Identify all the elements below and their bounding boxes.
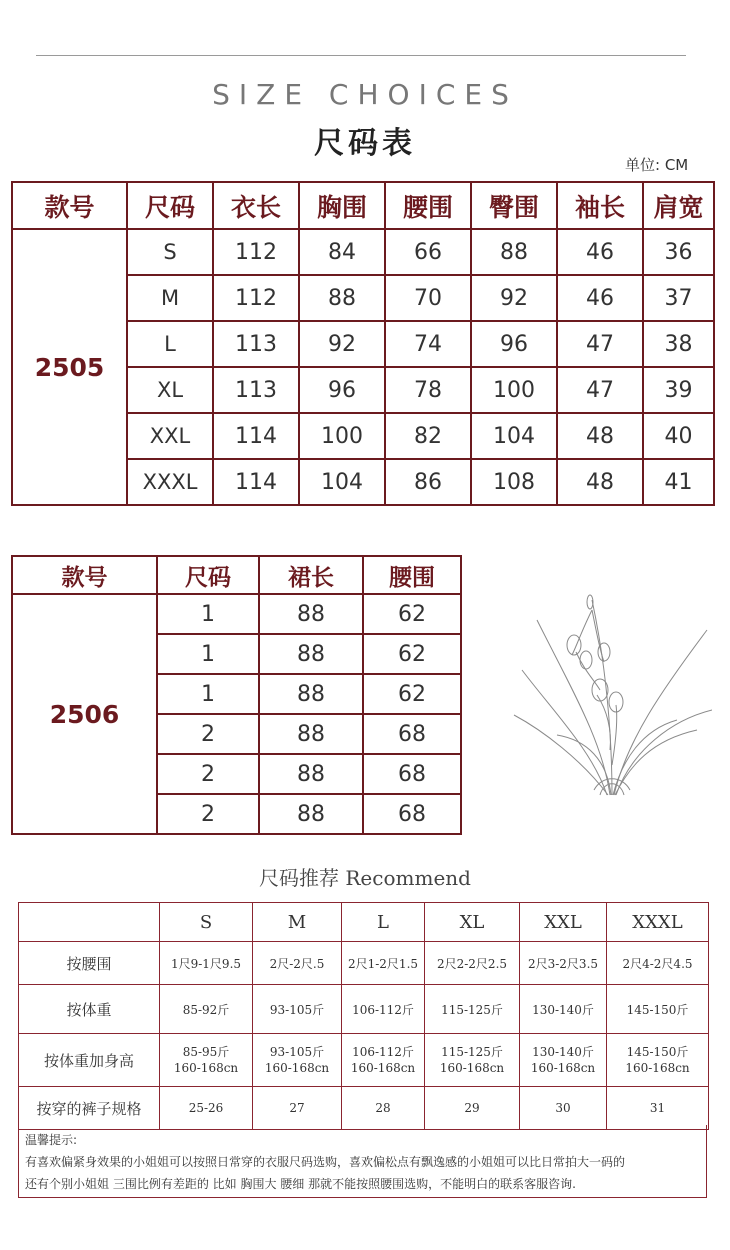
- value-cell: 62: [363, 594, 461, 634]
- unit-label: 单位: CM: [625, 156, 689, 174]
- value-cell: 113: [213, 321, 299, 367]
- value-cell: 28: [342, 1087, 425, 1130]
- value-cell: 96: [471, 321, 557, 367]
- header-cell: M: [253, 903, 342, 942]
- table-row: [12, 594, 461, 634]
- value-cell: 88: [259, 714, 363, 754]
- value-cell: 66: [385, 229, 471, 275]
- value-cell: 92: [471, 275, 557, 321]
- row-label: 按穿的裤子规格: [19, 1087, 160, 1130]
- header-cell: 臀围: [471, 182, 557, 229]
- row-label: 按体重加身高: [19, 1034, 160, 1087]
- value-cell: 88: [259, 634, 363, 674]
- value-cell: 100: [471, 367, 557, 413]
- row-label: 按体重: [19, 985, 160, 1034]
- value-cell: 30: [520, 1087, 607, 1130]
- height-text: 160-168cn: [264, 1061, 330, 1075]
- value-cell: 2尺4-2尺4.5: [607, 942, 709, 985]
- height-text: 160-168cn: [350, 1061, 416, 1075]
- value-cell: 31: [607, 1087, 709, 1130]
- size-cell: 1: [157, 594, 259, 634]
- value-cell: 68: [363, 754, 461, 794]
- value-cell: 108: [471, 459, 557, 505]
- value-cell: 130-140斤: [520, 985, 607, 1034]
- value-cell: 88: [259, 674, 363, 714]
- value-cell: 2尺3-2尺3.5: [520, 942, 607, 985]
- table-row: [19, 1034, 709, 1087]
- table-row: [19, 985, 709, 1034]
- value-cell: 88: [471, 229, 557, 275]
- tips-line: 有喜欢偏紧身效果的小姐姐可以按照日常穿的衣服尺码选购，喜欢偏松点有飘逸感的小姐姐可以比日常拍大一码的: [25, 1155, 626, 1169]
- height-text: 160-168cn: [530, 1061, 596, 1075]
- size-chart-title: 尺码表: [314, 126, 416, 161]
- value-cell: 93-105斤: [253, 985, 342, 1034]
- header-cell: S: [160, 903, 253, 942]
- height-text: 160-168cn: [439, 1061, 505, 1075]
- table-row: [19, 942, 709, 985]
- value-cell: 39: [643, 367, 714, 413]
- value-cell: 104: [471, 413, 557, 459]
- value-cell: 92: [299, 321, 385, 367]
- value-cell: 78: [385, 367, 471, 413]
- top-divider: [36, 55, 686, 56]
- style-number: 2506: [12, 594, 157, 834]
- header-cell: XXXL: [607, 903, 709, 942]
- size-table-2506: [11, 555, 462, 835]
- header-cell: XL: [425, 903, 520, 942]
- value-cell: 2尺1-2尺1.5: [342, 942, 425, 985]
- value-cell: 2尺-2尺.5: [253, 942, 342, 985]
- value-cell: 1尺9-1尺9.5: [160, 942, 253, 985]
- size-choices-title: SIZE CHOICES: [212, 78, 518, 111]
- header-cell: 腰围: [385, 182, 471, 229]
- value-cell: [253, 1034, 342, 1087]
- value-cell: [520, 1034, 607, 1087]
- height-text: 160-168cn: [625, 1061, 690, 1075]
- height-text: 160-168cn: [173, 1061, 239, 1075]
- header-cell: 款号: [12, 182, 127, 229]
- value-cell: [342, 1034, 425, 1087]
- value-cell: 68: [363, 794, 461, 834]
- value-cell: 88: [299, 275, 385, 321]
- orchid-illustration-icon: [512, 590, 712, 800]
- value-cell: 84: [299, 229, 385, 275]
- weight-text: 85-95斤: [182, 1045, 230, 1059]
- value-cell: 40: [643, 413, 714, 459]
- table-row: [12, 229, 714, 275]
- value-cell: 46: [557, 229, 643, 275]
- value-cell: 100: [299, 413, 385, 459]
- value-cell: 74: [385, 321, 471, 367]
- value-cell: 114: [213, 413, 299, 459]
- header-cell: 裙长: [259, 556, 363, 594]
- header-cell: L: [342, 903, 425, 942]
- size-cell: XXXL: [127, 459, 213, 505]
- value-cell: 104: [299, 459, 385, 505]
- header-cell: 肩宽: [643, 182, 714, 229]
- size-table-2505: [11, 181, 715, 506]
- size-cell: S: [127, 229, 213, 275]
- value-cell: 106-112斤: [342, 985, 425, 1034]
- value-cell: 62: [363, 634, 461, 674]
- size-cell: 2: [157, 714, 259, 754]
- value-cell: 38: [643, 321, 714, 367]
- table-header-row: [12, 182, 714, 229]
- header-cell: 胸围: [299, 182, 385, 229]
- value-cell: 46: [557, 275, 643, 321]
- header-cell: 衣长: [213, 182, 299, 229]
- value-cell: 88: [259, 754, 363, 794]
- value-cell: 48: [557, 459, 643, 505]
- tips-title: 温馨提示:: [25, 1133, 78, 1147]
- recommend-title: 尺码推荐 Recommend: [259, 866, 471, 890]
- value-cell: 25-26: [160, 1087, 253, 1130]
- value-cell: 88: [259, 794, 363, 834]
- row-label: 按腰围: [19, 942, 160, 985]
- weight-text: 115-125斤: [441, 1045, 503, 1059]
- value-cell: 37: [643, 275, 714, 321]
- value-cell: 41: [643, 459, 714, 505]
- value-cell: [425, 1034, 520, 1087]
- size-cell: XL: [127, 367, 213, 413]
- value-cell: 27: [253, 1087, 342, 1130]
- value-cell: 112: [213, 275, 299, 321]
- table-header-row: [19, 903, 709, 942]
- weight-text: 130-140斤: [532, 1045, 594, 1059]
- header-cell: 袖长: [557, 182, 643, 229]
- size-cell: 2: [157, 754, 259, 794]
- header-cell: XXL: [520, 903, 607, 942]
- size-cell: XXL: [127, 413, 213, 459]
- weight-text: 106-112斤: [352, 1045, 414, 1059]
- value-cell: 68: [363, 714, 461, 754]
- value-cell: 112: [213, 229, 299, 275]
- value-cell: 29: [425, 1087, 520, 1130]
- value-cell: 82: [385, 413, 471, 459]
- value-cell: 62: [363, 674, 461, 714]
- value-cell: 115-125斤: [425, 985, 520, 1034]
- corner-cell: [19, 903, 160, 942]
- style-number: 2505: [12, 229, 127, 505]
- table-row: [19, 1087, 709, 1130]
- value-cell: 2尺2-2尺2.5: [425, 942, 520, 985]
- value-cell: 145-150斤: [607, 985, 709, 1034]
- size-cell: 1: [157, 634, 259, 674]
- value-cell: 47: [557, 321, 643, 367]
- tips-line: 还有个别小姐姐 三围比例有差距的 比如 胸围大 腰细 那就不能按照腰围选购，不能明白的联系客服咨询.: [25, 1177, 576, 1191]
- header-cell: 款号: [12, 556, 157, 594]
- header-cell: 尺码: [127, 182, 213, 229]
- value-cell: [607, 1034, 709, 1087]
- value-cell: [160, 1034, 253, 1087]
- value-cell: 36: [643, 229, 714, 275]
- recommend-table: [18, 902, 709, 1130]
- size-cell: M: [127, 275, 213, 321]
- size-cell: L: [127, 321, 213, 367]
- size-cell: 2: [157, 794, 259, 834]
- value-cell: 70: [385, 275, 471, 321]
- value-cell: 88: [259, 594, 363, 634]
- value-cell: 96: [299, 367, 385, 413]
- value-cell: 48: [557, 413, 643, 459]
- table-header-row: [12, 556, 461, 594]
- size-cell: 1: [157, 674, 259, 714]
- tips-box: [18, 1125, 707, 1198]
- value-cell: 47: [557, 367, 643, 413]
- weight-text: 93-105斤: [269, 1045, 325, 1059]
- weight-text: 145-150斤: [626, 1045, 689, 1059]
- header-cell: 腰围: [363, 556, 461, 594]
- value-cell: 86: [385, 459, 471, 505]
- header-cell: 尺码: [157, 556, 259, 594]
- value-cell: 114: [213, 459, 299, 505]
- value-cell: 113: [213, 367, 299, 413]
- value-cell: 85-92斤: [160, 985, 253, 1034]
